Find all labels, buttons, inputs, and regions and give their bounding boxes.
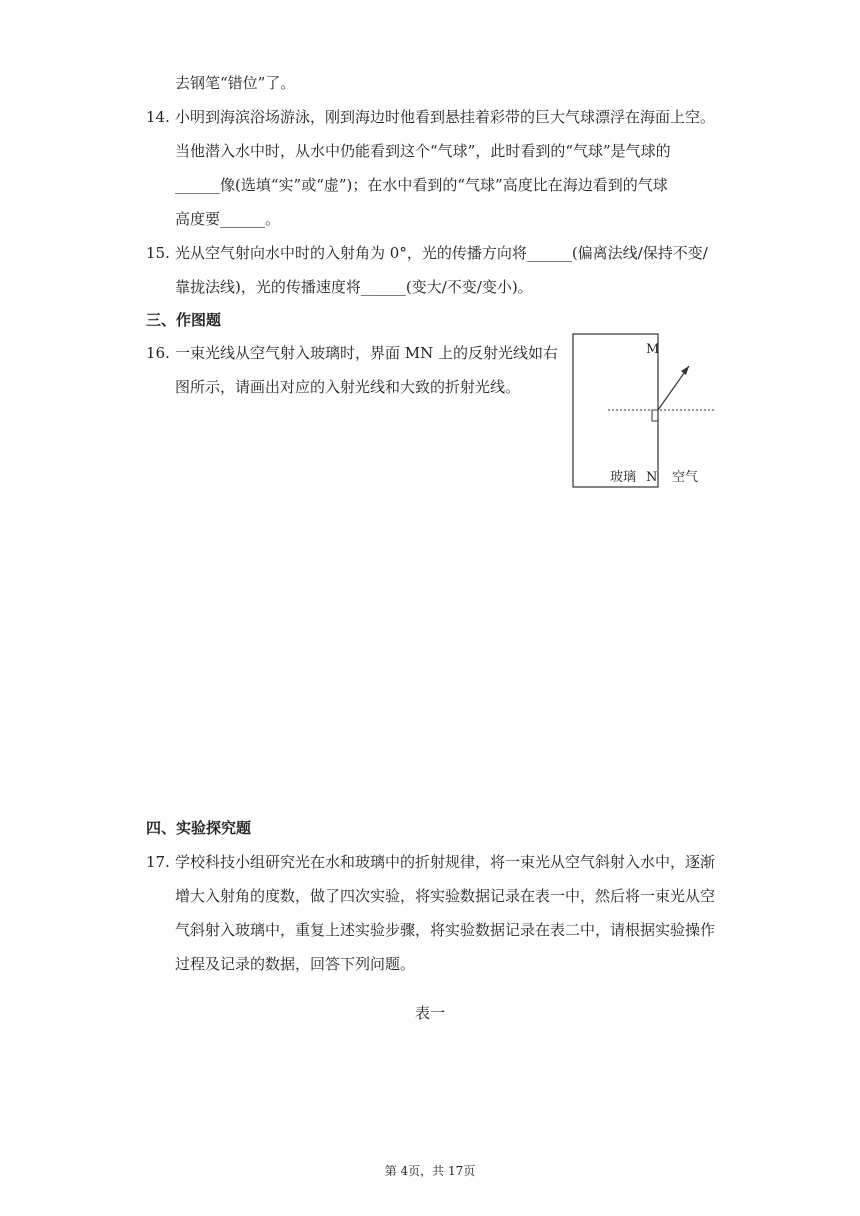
question-15-number: 15.: [146, 244, 170, 262]
table-caption: 表一: [415, 1004, 446, 1022]
page-footer: 第 4页，共 17页: [384, 1164, 476, 1178]
question-17-number: 17.: [146, 853, 170, 871]
question-17-line: 过程及记录的数据，回答下列问题。: [175, 955, 416, 973]
refraction-figure: [572, 333, 717, 491]
question-16-line: 一束光线从空气射入玻璃时，界面 MN 上的反射光线如右: [175, 344, 559, 362]
question-14-line: 小明到海滨浴场游泳，刚到海边时他看到悬挂着彩带的巨大气球漂浮在海面上空。: [175, 108, 716, 126]
question-16-line: 图所示，请画出对应的入射光线和大致的折射光线。: [175, 378, 521, 396]
question-15-line: 靠拢法线)，光的传播速度将______(变大/不变/变小)。: [175, 278, 533, 296]
question-13-tail: 去钢笔“错位”了。: [175, 74, 296, 92]
label-air: 空气: [672, 470, 699, 485]
question-14-number: 14.: [146, 108, 170, 126]
question-17-line: 增大入射角的度数，做了四次实验，将实验数据记录在表一中，然后将一束光从空: [175, 887, 716, 905]
question-17-line: 气斜射入玻璃中，重复上述实验步骤，将实验数据记录在表二中，请根据实验操作: [175, 921, 716, 939]
label-m: M: [646, 342, 660, 357]
question-14-line: 高度要______。: [175, 210, 281, 228]
label-n: N: [646, 470, 658, 485]
label-glass: 玻璃: [610, 470, 637, 485]
question-16-number: 16.: [146, 344, 170, 362]
section-heading-experiment: 四、实验探究题: [146, 819, 252, 837]
question-15-line: 光从空气射向水中时的入射角为 0°，光的传播方向将______(偏离法线/保持不变/: [175, 244, 708, 262]
right-angle-mark: [652, 410, 658, 421]
question-14-line: ______像(选填“实”或“虚”)；在水中看到的“气球”高度比在海边看到的气球: [175, 176, 668, 194]
arrow-head-icon: [681, 366, 689, 375]
question-14-line: 当他潜入水中时，从水中仍能看到这个“气球”，此时看到的“气球”是气球的: [175, 142, 671, 160]
section-heading-drawing: 三、作图题: [146, 311, 222, 329]
question-17-line: 学校科技小组研究光在水和玻璃中的折射规律，将一束光从空气斜射入水中，逐渐: [175, 853, 716, 871]
